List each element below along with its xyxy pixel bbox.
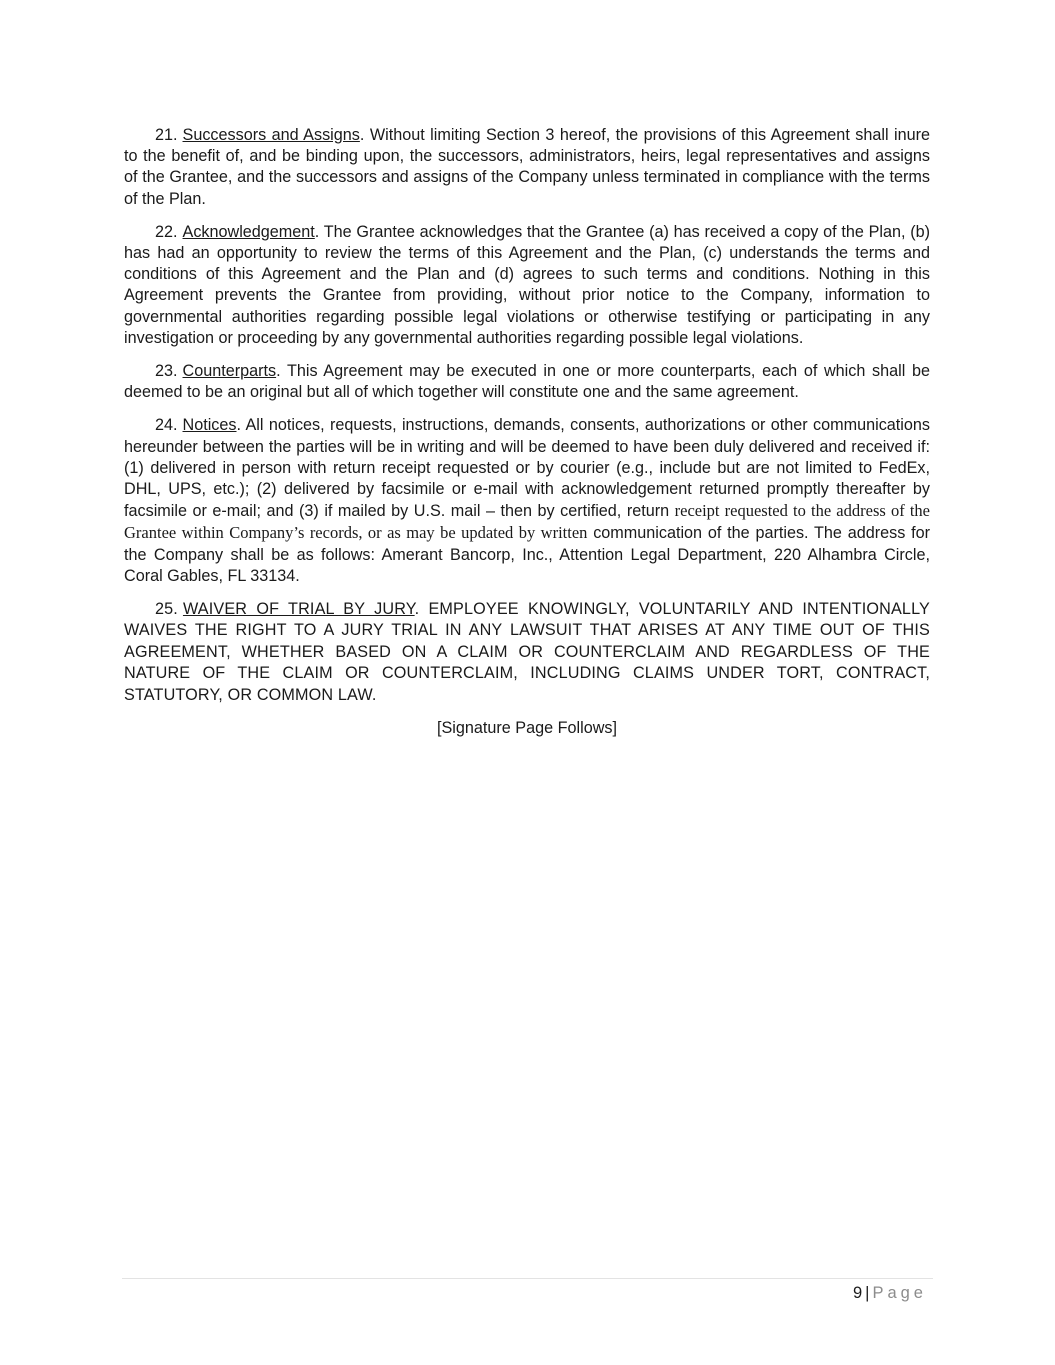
signature-page-note: [Signature Page Follows] [437,719,617,738]
section-text: . EMPLOYEE KNOWINGLY, VOLUNTARILY AND INTENTIONALLY WAIVES THE RIGHT TO A JURY TRIAL IN ANY LAWSUIT THAT ARISES AT ANY TIME OUT OF THIS AGREEMENT, WHETHER BASED ON A CLAIM OR COUNTERCLAIM AND REGARDLESS OF THE NATURE OF THE CLAIM OR COUNTERCLAIM, INCLUDING CLAIMS UNDER TORT, CONTRACT, STATUTORY, OR COMMON LAW. [124,600,930,704]
section-heading: Successors and Assigns [182,126,360,144]
section-heading: Acknowledgement [182,222,315,241]
section-number: 25. [155,600,178,619]
document-body [124,125,930,739]
section-text-continued: communication of the parties. The address for the Company shall be as follows: Amerant Bancorp, Inc., Attention Legal Department, 220 Alhambra Circle, Coral Gables, FL 33134. [124,524,930,585]
section-number: 23. [155,362,178,381]
section-heading: Notices [182,416,237,435]
section-text: . Without limiting Section 3 hereof, the provisions of this Agreement shall inure to the benefit of, and be binding upon, the successors, administrators, heirs, legal representatives and assigns of the Grantee, and the successors and assigns of the Company unless terminated in compliance with the terms of the Plan. [124,126,930,208]
section-text: . All notices, requests, instructions, demands, consents, authorizations or other communications hereunder between the parties will be in writing and will be deemed to have been duly delivered and received if: (1) delivered in person with return receipt requested or by courier (e.g., include but are not limited to FedEx, DHL, UPS, etc.); (2) delivered by facsimile or e-mail with acknowledgement returned promptly thereafter by facsimile or e-mail; and (3) if mailed by U.S. mail – then by certified, return [124,416,930,521]
footer-divider [122,1278,933,1279]
section-24 [124,415,930,587]
section-text: . This Agreement may be executed in one or more counterparts, each of which shall be deemed to be an original but all of which together will constitute one and the same agreement. [124,362,930,402]
section-22 [124,222,930,349]
section-text-serif: receipt requested to the address of the Grantee within Company’s records, or as may be updated by written [124,501,930,543]
section-text: . The Grantee acknowledges that the Grantee (a) has received a copy of the Plan, (b) has had an opportunity to review the terms of this Agreement and the Plan, (c) understands the terms and conditions of this Agreement and the Plan and (d) agrees to such terms and conditions. Nothing in this Agreement prevents the Grantee from providing, without prior notice to the Company, information to governmental authorities regarding possible legal violations or otherwise testifying or participating in any investigation or proceeding by any governmental authorities regarding possible legal violations. [124,222,930,347]
section-heading: WAIVER OF TRIAL BY JURY [182,600,415,619]
section-number: 24. [155,416,178,435]
section-25 [124,599,930,706]
section-23 [124,361,930,403]
section-21 [124,125,930,210]
page-label: Page [872,1284,927,1302]
page-number: 9 [852,1284,863,1302]
page-footer [853,1283,927,1303]
section-heading: Counterparts [182,362,277,381]
footer-separator: | [865,1284,870,1302]
section-number: 21. [155,126,178,144]
section-number: 22. [155,222,178,241]
